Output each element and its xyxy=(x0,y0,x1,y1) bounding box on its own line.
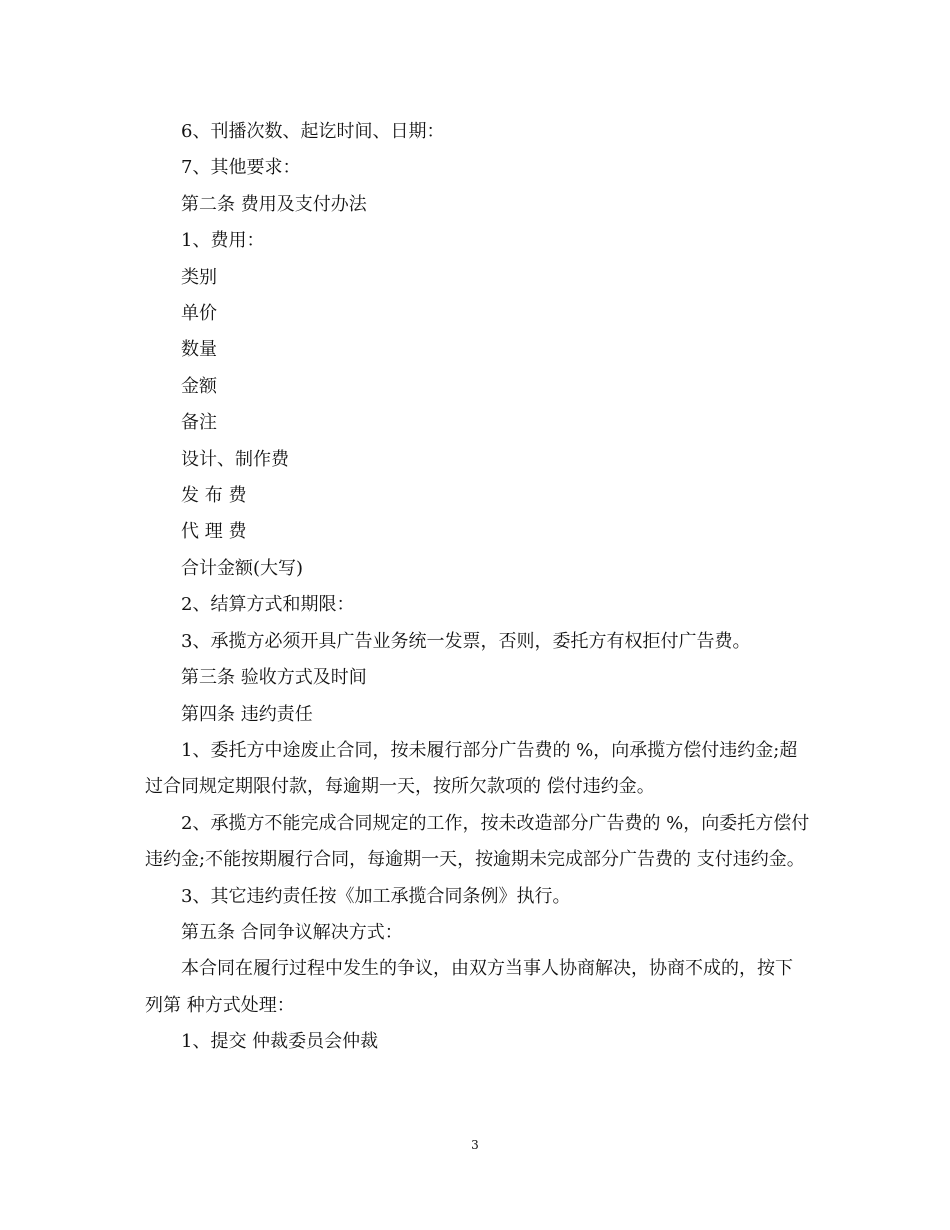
document-body xyxy=(145,114,810,1061)
clause-line: 3、承揽方必须开具广告业务统一发票，否则，委托方有权拒付广告费。 xyxy=(181,630,751,652)
fee-table-field: 金额 xyxy=(181,375,217,397)
fee-table-field: 设计、制作费 xyxy=(181,448,289,470)
clause-paragraph: 本合同在履行过程中发生的争议，由双方当事人协商解决，协商不成的，按下列第 种方式处理： xyxy=(145,958,793,1016)
fee-table-field: 类别 xyxy=(181,266,217,288)
fee-table-field: 备注 xyxy=(181,412,217,434)
fee-table-field: 代 理 费 xyxy=(181,521,247,543)
section-heading: 第五条 合同争议解决方式： xyxy=(181,921,403,943)
clause-line: 1、提交 仲裁委员会仲裁 xyxy=(181,1031,379,1053)
clause-paragraph: 1、委托方中途废止合同，按未履行部分广告费的 %，向承揽方偿付违约金;超过合同规定期限付款，每逾期一天，按所欠款项的 偿付违约金。 xyxy=(145,739,798,798)
clause-line: 7、其他要求： xyxy=(181,157,301,179)
clause-line: 6、刊播次数、起讫时间、日期： xyxy=(181,121,445,142)
fee-table-field: 发 布 费 xyxy=(181,485,247,507)
clause-line: 1、费用： xyxy=(181,230,265,252)
fee-table-field: 数量 xyxy=(181,339,217,361)
section-heading: 第二条 费用及支付办法 xyxy=(181,193,367,215)
clause-paragraph: 2、承揽方不能完成合同规定的工作，按未改造部分广告费的 %，向委托方偿付违约金;不能按期履行合同，每逾期一天，按逾期未完成部分广告费的 支付违约金。 xyxy=(145,812,810,871)
page-number: 3 xyxy=(471,1138,479,1152)
clause-line: 2、结算方式和期限： xyxy=(181,594,355,616)
section-heading: 第三条 验收方式及时间 xyxy=(181,667,367,689)
section-heading: 第四条 违约责任 xyxy=(181,703,313,725)
fee-table-field: 单价 xyxy=(181,303,217,325)
clause-line: 3、其它违约责任按《加工承揽合同条例》执行。 xyxy=(181,885,571,907)
fee-table-field: 合计金额(大写) xyxy=(181,557,304,579)
